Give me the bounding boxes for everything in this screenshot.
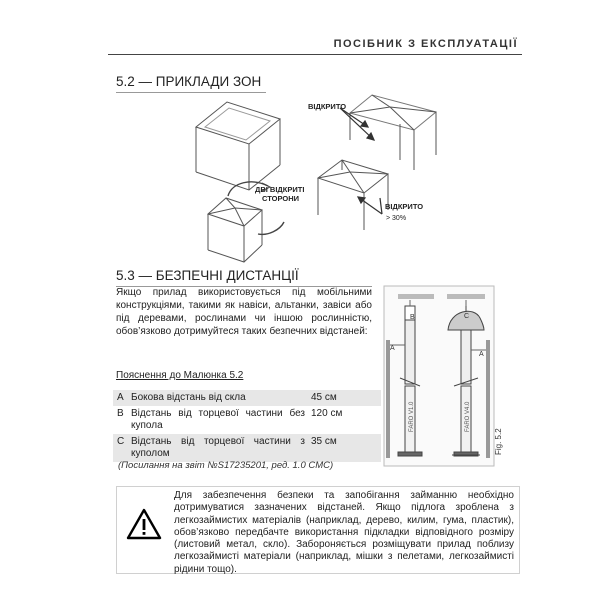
model-label-left: FARO V1.0 bbox=[409, 401, 415, 432]
row-key: A bbox=[117, 392, 124, 403]
distances-intro: Якщо прилад використовується під мобільними конструкціями, такими як навіси, альтанки, завіси або під деревами, рослинами чи іншою рослинністю, обов’язково дотримуйтеся таких безпечних відстаней: bbox=[116, 287, 372, 337]
wall-left bbox=[386, 340, 390, 458]
label-sides: СТОРОНИ bbox=[262, 194, 300, 203]
label-a-right: A bbox=[479, 351, 484, 358]
warning-text: Для забезпечення безпеки та запобігання займанню необхідно дотримуватися зазначених відстаней. Якщо підлога зроблена з легкозаймистих матеріалів (наприклад, дерево, килим, гума, пластик), обов’язково передбачте використання підкладки відповідного розміру (листовий метал, скло). Забороняється розміщувати прилад поблизу легкозаймисті матеріали (наприклад, мішки з пелетами, легкозаймисті рідини тощо). bbox=[174, 490, 514, 575]
page-header-title: ПОСІБНИК З ЕКСПЛУАТАЦІЇ bbox=[333, 38, 518, 50]
warning-icon bbox=[126, 508, 162, 540]
row-value: 45 см bbox=[311, 392, 337, 403]
label-percent: > 30% bbox=[386, 215, 407, 222]
row-text: Бокова відстань від скла bbox=[131, 392, 246, 403]
row-text: Відстань від торцевої частини з куполом bbox=[131, 436, 305, 459]
label-open-bottom: ВІДКРИТО bbox=[385, 202, 424, 211]
row-value: 120 см bbox=[311, 408, 343, 419]
explanation-title: Пояснення до Малюнка 5.2 bbox=[116, 370, 244, 381]
wall-right bbox=[486, 340, 490, 458]
label-two-open: ДВІ ВІДКРИТІ bbox=[255, 185, 305, 194]
figure-frame bbox=[384, 286, 494, 466]
label-open-top: ВІДКРИТО bbox=[308, 102, 347, 111]
row-value: 35 см bbox=[311, 436, 337, 447]
label-a-left: A bbox=[390, 345, 395, 352]
model-label-right: FARO V4.0 bbox=[465, 401, 471, 432]
section-title-zones: 5.2 — ПРИКЛАДИ ЗОН bbox=[116, 74, 262, 89]
label-b: B bbox=[410, 314, 415, 321]
figure-caption: Fig. 5.2 bbox=[494, 428, 503, 455]
report-reference: (Посилання на звіт №S17235201, ред. 1.0 CMC) bbox=[118, 460, 334, 471]
ceiling-left bbox=[398, 294, 434, 299]
row-key: C bbox=[117, 436, 125, 447]
row-key: B bbox=[117, 408, 124, 419]
section-title-distances: 5.3 — БЕЗПЕЧНІ ДИСТАНЦІЇ bbox=[116, 268, 299, 283]
row-text: Відстань від торцевої частини без купола bbox=[131, 408, 305, 431]
ceiling-right bbox=[447, 294, 485, 299]
label-c: C bbox=[464, 313, 470, 320]
